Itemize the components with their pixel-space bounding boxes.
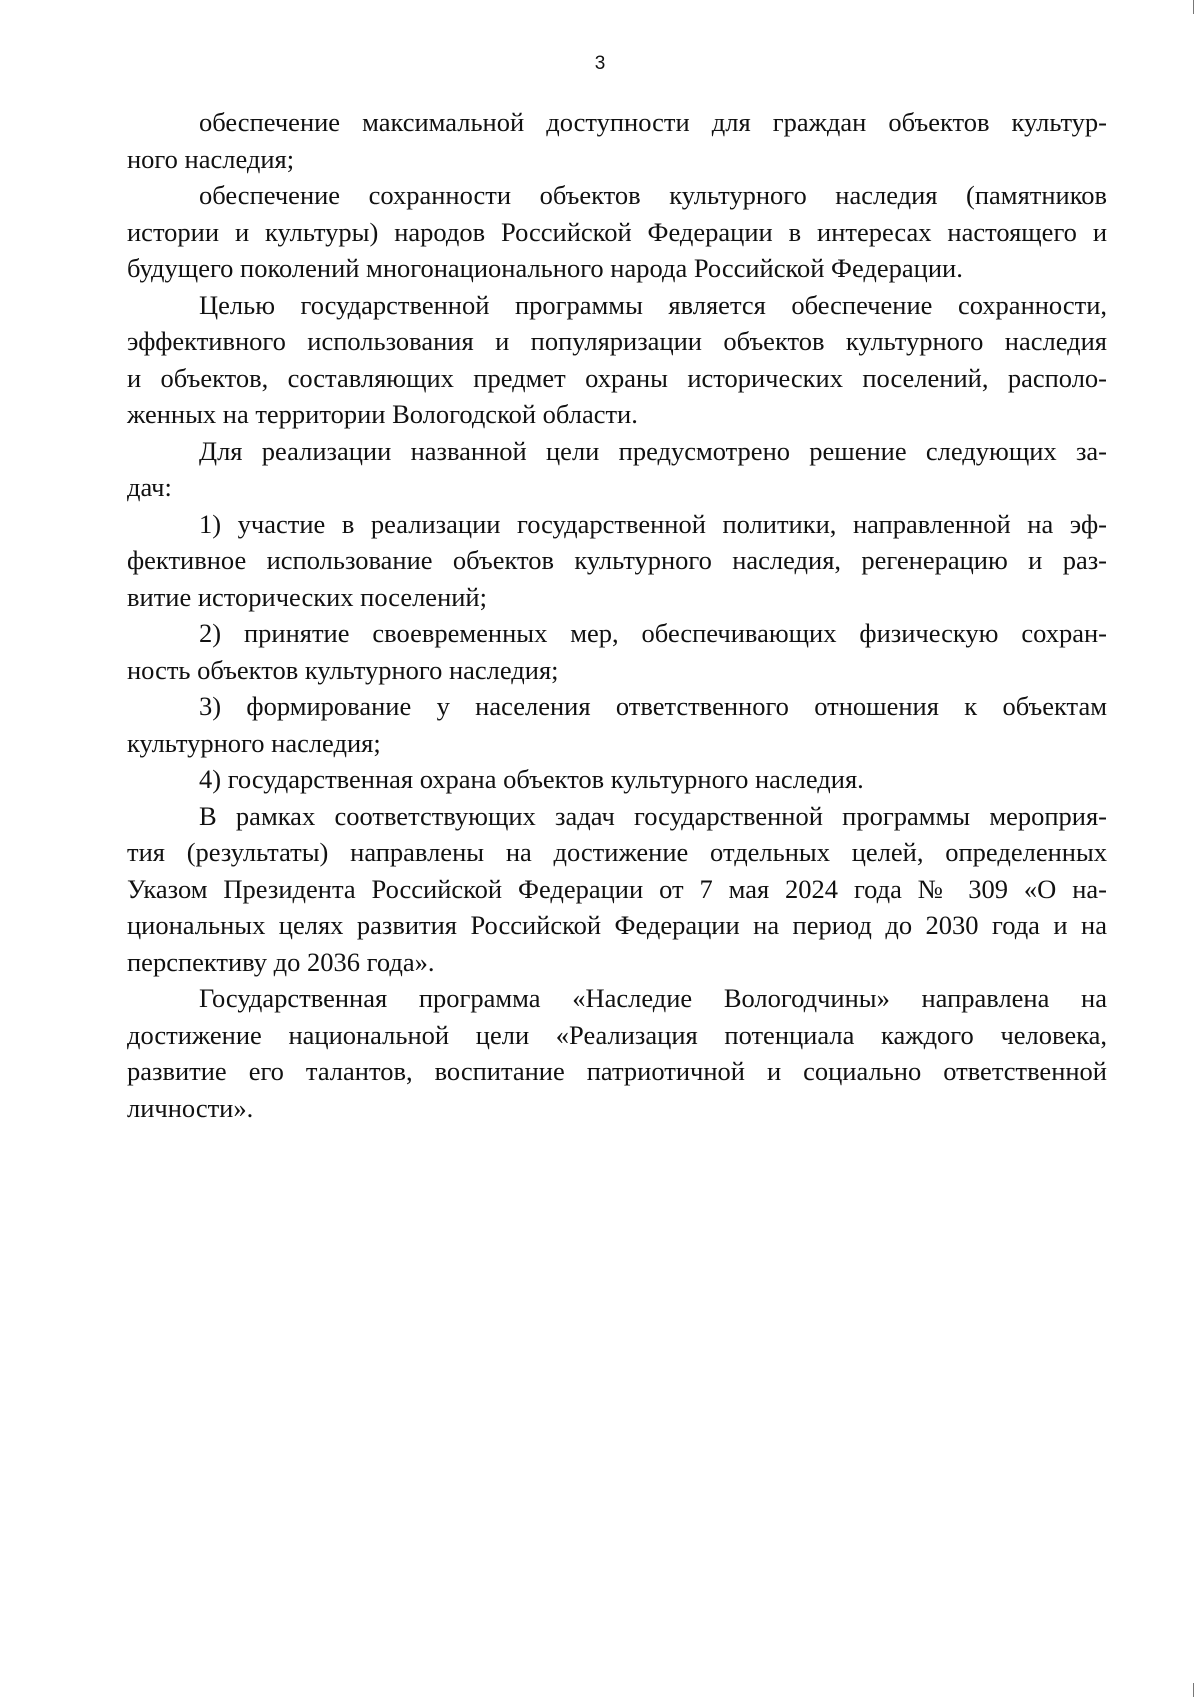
text-line: дач: [127, 472, 172, 502]
text-line: личности». [127, 1092, 254, 1123]
text-line: фективное использование объектов культурного наследия, регенерацию и раз- [127, 545, 1107, 575]
paragraph-2 [127, 177, 1107, 287]
text-line: обеспечение сохранности объектов культурного наследия (памятников [199, 180, 1107, 210]
page-number: 3 [594, 53, 606, 74]
scan-artifact [1193, 1683, 1194, 1697]
text-line: циональных целях развития Российской Федерации на период до 2030 года и на [127, 910, 1107, 940]
text-line: витие исторических поселений; [127, 581, 487, 612]
text-line: женных на территории Вологодской области. [127, 399, 638, 429]
text-line: 2) принятие своевременных мер, обеспечивающих физическую сохран- [199, 618, 1107, 648]
text-line: ного наследия; [127, 143, 295, 174]
text-line: культурного наследия; [127, 727, 381, 758]
task-item-1 [127, 506, 1107, 616]
text-line: 1) участие в реализации государственной политики, направленной на эф- [199, 508, 1107, 539]
text-line: В рамках соответствующих задач государственной программы мероприя- [199, 800, 1107, 831]
task-item-4 [127, 761, 1107, 798]
text-line: эффективного использования и популяризации объектов культурного наследия [127, 326, 1107, 356]
scan-artifact [1193, 0, 1194, 14]
text-line: Государственная программа «Наследие Вологодчины» направлена на [199, 983, 1107, 1013]
paragraph-3 [127, 287, 1107, 433]
document-body [127, 104, 1107, 1126]
paragraph-6 [127, 980, 1107, 1126]
text-line: ность объектов культурного наследия; [127, 654, 559, 685]
text-line: 4) государственная охрана объектов культурного наследия. [199, 764, 864, 794]
text-line: Указом Президента Российской Федерации от 7 мая 2024 года № 309 «О на- [127, 873, 1107, 904]
paragraph-1 [127, 104, 1107, 177]
task-item-2 [127, 615, 1107, 688]
task-item-3 [127, 688, 1107, 761]
text-line: перспективу до 2036 года». [127, 946, 435, 977]
text-line: 3) формирование у населения ответственного отношения к объектам [199, 691, 1107, 721]
text-line: развитие его талантов, воспитание патриотичной и социально ответственной [127, 1056, 1107, 1086]
text-line: достижение национальной цели «Реализация потенциала каждого человека, [127, 1019, 1107, 1050]
paragraph-4 [127, 433, 1107, 506]
text-line: будущего поколений многонационального народа Российской Федерации. [127, 253, 963, 283]
paragraph-5 [127, 798, 1107, 981]
text-line: Для реализации названной цели предусмотрено решение следующих за- [199, 435, 1107, 466]
text-line: и объектов, составляющих предмет охраны исторических поселений, располо- [127, 362, 1107, 393]
text-line: Целью государственной программы является обеспечение сохранности, [199, 289, 1107, 320]
text-line: тия (результаты) направлены на достижение отдельных целей, определенных [127, 837, 1107, 867]
text-line: истории и культуры) народов Российской Федерации в интересах настоящего и [127, 216, 1107, 247]
text-line: обеспечение максимальной доступности для граждан объектов культур- [199, 107, 1107, 137]
